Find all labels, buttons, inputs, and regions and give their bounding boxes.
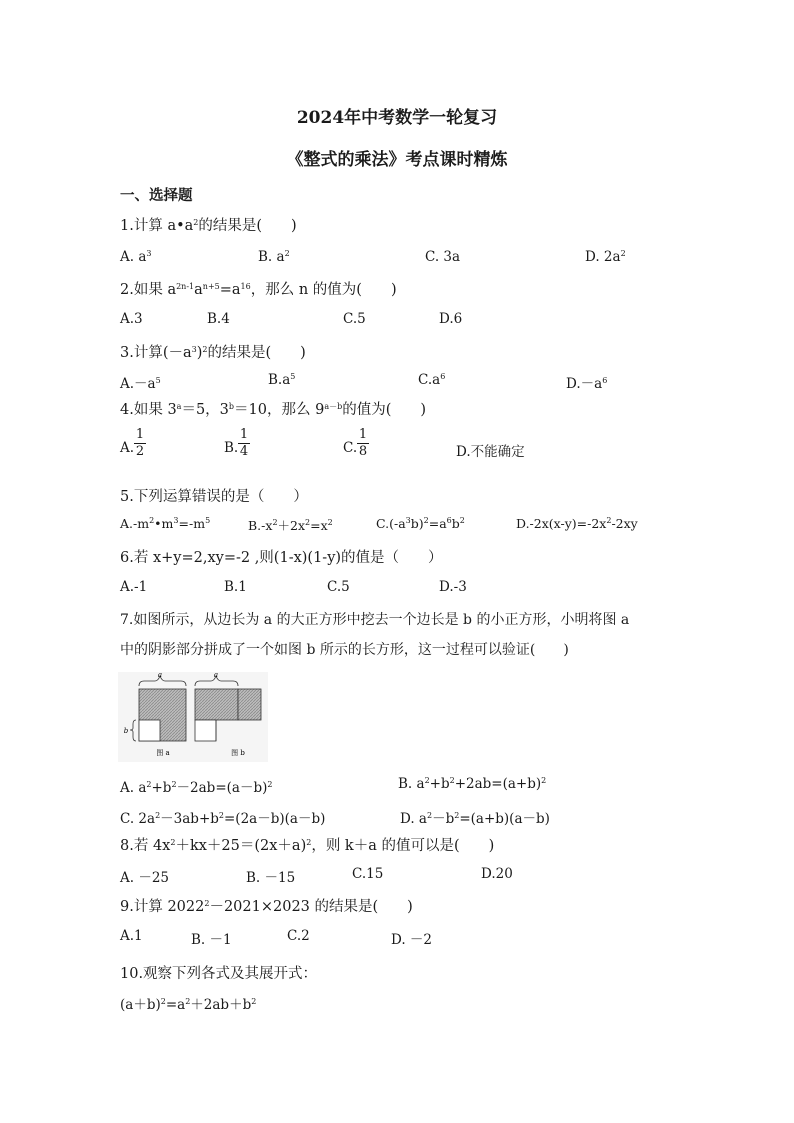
q5-option-b: $B.-x^2+2x^2=x^2$ — [248, 518, 333, 533]
fig-a-side-label: b — [123, 727, 129, 735]
fig-b-side-block — [238, 689, 261, 720]
question-6: 6.若 x+y=2,xy=-2 ,则(1-x)(1-y)的值是（ ） — [120, 550, 443, 566]
question-7-line-2: 中的阴影部分拼成了一个如图 b 所示的长方形，这一过程可以验证( ) — [120, 642, 569, 658]
q1-option-d: D. $2a^2$ — [585, 249, 626, 265]
question-2: 2.如果 $a^{2n-1}a^{n+5}=a^{16}$，那么 n 的值为( ) — [120, 282, 397, 298]
q7-figure — [118, 672, 268, 762]
fig-b-top-label: a — [213, 672, 219, 679]
question-4: 4.如果 $3^a=5$，$3^b=10$，那么 $9^{a-b}$的值为( ) — [120, 402, 427, 418]
question-8: 8.若 $4x^2+kx+25=(2x+a)^2$，则 k＋a 的值可以是( ) — [120, 838, 495, 854]
fig-a-top-label: a — [157, 672, 163, 679]
q4-option-b-label: B. — [224, 440, 239, 456]
fig-a-caption: 图 a — [156, 749, 170, 757]
q1-option-a: A. $a^3$ — [120, 249, 152, 265]
q9-option-d: D. －2 — [391, 932, 433, 948]
q6-option-a: A.-1 — [120, 579, 148, 595]
q7-option-b: B. $a^2+b^2+2ab=(a+b)^2$ — [398, 776, 547, 792]
q9-option-a: A.1 — [120, 928, 143, 944]
q8-option-c: C.15 — [352, 866, 384, 882]
question-1: 1.计算 $a•a^2$的结果是( ) — [120, 218, 297, 234]
page-title: 2024年中考数学一轮复习 — [296, 108, 498, 128]
q5-option-c: $C.(-a^3b)^2=a^6b^2$ — [376, 516, 465, 531]
q8-option-a: A. －25 — [120, 870, 170, 886]
q9-option-c: C.2 — [287, 928, 310, 944]
q3-option-c: $C.a^6$ — [418, 372, 446, 388]
fig-b-small-square — [195, 720, 216, 741]
q9-option-b: B. －1 — [191, 932, 232, 948]
fig-b-top-block — [195, 689, 238, 720]
q6-option-b: B.1 — [224, 579, 247, 595]
section-heading: 一、选择题 — [120, 187, 193, 204]
fig-a-small-square — [139, 720, 160, 741]
q8-option-b: B. －15 — [246, 870, 296, 886]
q4-option-a-fraction: $\frac{1}{2}$ — [135, 427, 145, 459]
q4-option-c-fraction: $\frac{1}{8}$ — [358, 427, 368, 459]
question-7-line-1: 7.如图所示，从边长为 a 的大正方形中挖去一个边长是 b 的小正方形，小明将图 a — [120, 612, 630, 628]
q3-option-b: $B.a^5$ — [268, 372, 296, 388]
q2-option-b: B.4 — [207, 311, 230, 327]
q3-option-d: $D.-a^6$ — [566, 376, 608, 392]
q8-option-d: D.20 — [481, 866, 513, 882]
q2-option-d: D.6 — [439, 311, 463, 327]
q1-option-c: C. 3a — [425, 249, 461, 265]
q5-option-d: $D.-2x(x-y)=-2x^2-2xy$ — [516, 516, 638, 531]
question-5: 5.下列运算错误的是（ ） — [120, 489, 308, 505]
q4-option-b-fraction: $\frac{1}{4}$ — [239, 427, 249, 459]
fig-b-caption: 图 b — [231, 749, 245, 757]
q7-option-c: C. $2a^2-3ab+b^2=(2a-b)(a-b)$ — [120, 811, 326, 827]
q4-option-a-label: A. — [120, 440, 135, 456]
q10-formula-1: $(a+b)^2=a^2+2ab+b^2$ — [120, 997, 257, 1013]
q7-option-a: A. $a^2+b^2-2ab=(a-b)^2$ — [120, 780, 273, 796]
q5-option-a: $A.-m^2•m^3=-m^5$ — [120, 516, 211, 531]
q4-option-c-label: C. — [343, 440, 358, 456]
q7-option-d: D. $a^2-b^2=(a+b)(a-b)$ — [400, 811, 550, 827]
q1-option-b: B. $a^2$ — [258, 249, 290, 265]
question-9: 9.计算 $2022^2-2021\times 2023$ 的结果是( ) — [120, 899, 413, 915]
q6-option-c: C.5 — [327, 579, 350, 595]
question-3: 3.计算$(-a^3)^2$的结果是( ) — [120, 345, 306, 361]
page-subtitle: 《整式的乘法》考点课时精炼 — [286, 150, 508, 170]
q2-option-a: A.3 — [120, 311, 143, 327]
q2-option-c: C.5 — [343, 311, 366, 327]
q6-option-d: D.-3 — [439, 579, 467, 595]
question-10: 10.观察下列各式及其展开式： — [120, 966, 318, 982]
q3-option-a: $A.-a^5$ — [120, 376, 161, 392]
q4-option-d: D.不能确定 — [456, 444, 525, 460]
